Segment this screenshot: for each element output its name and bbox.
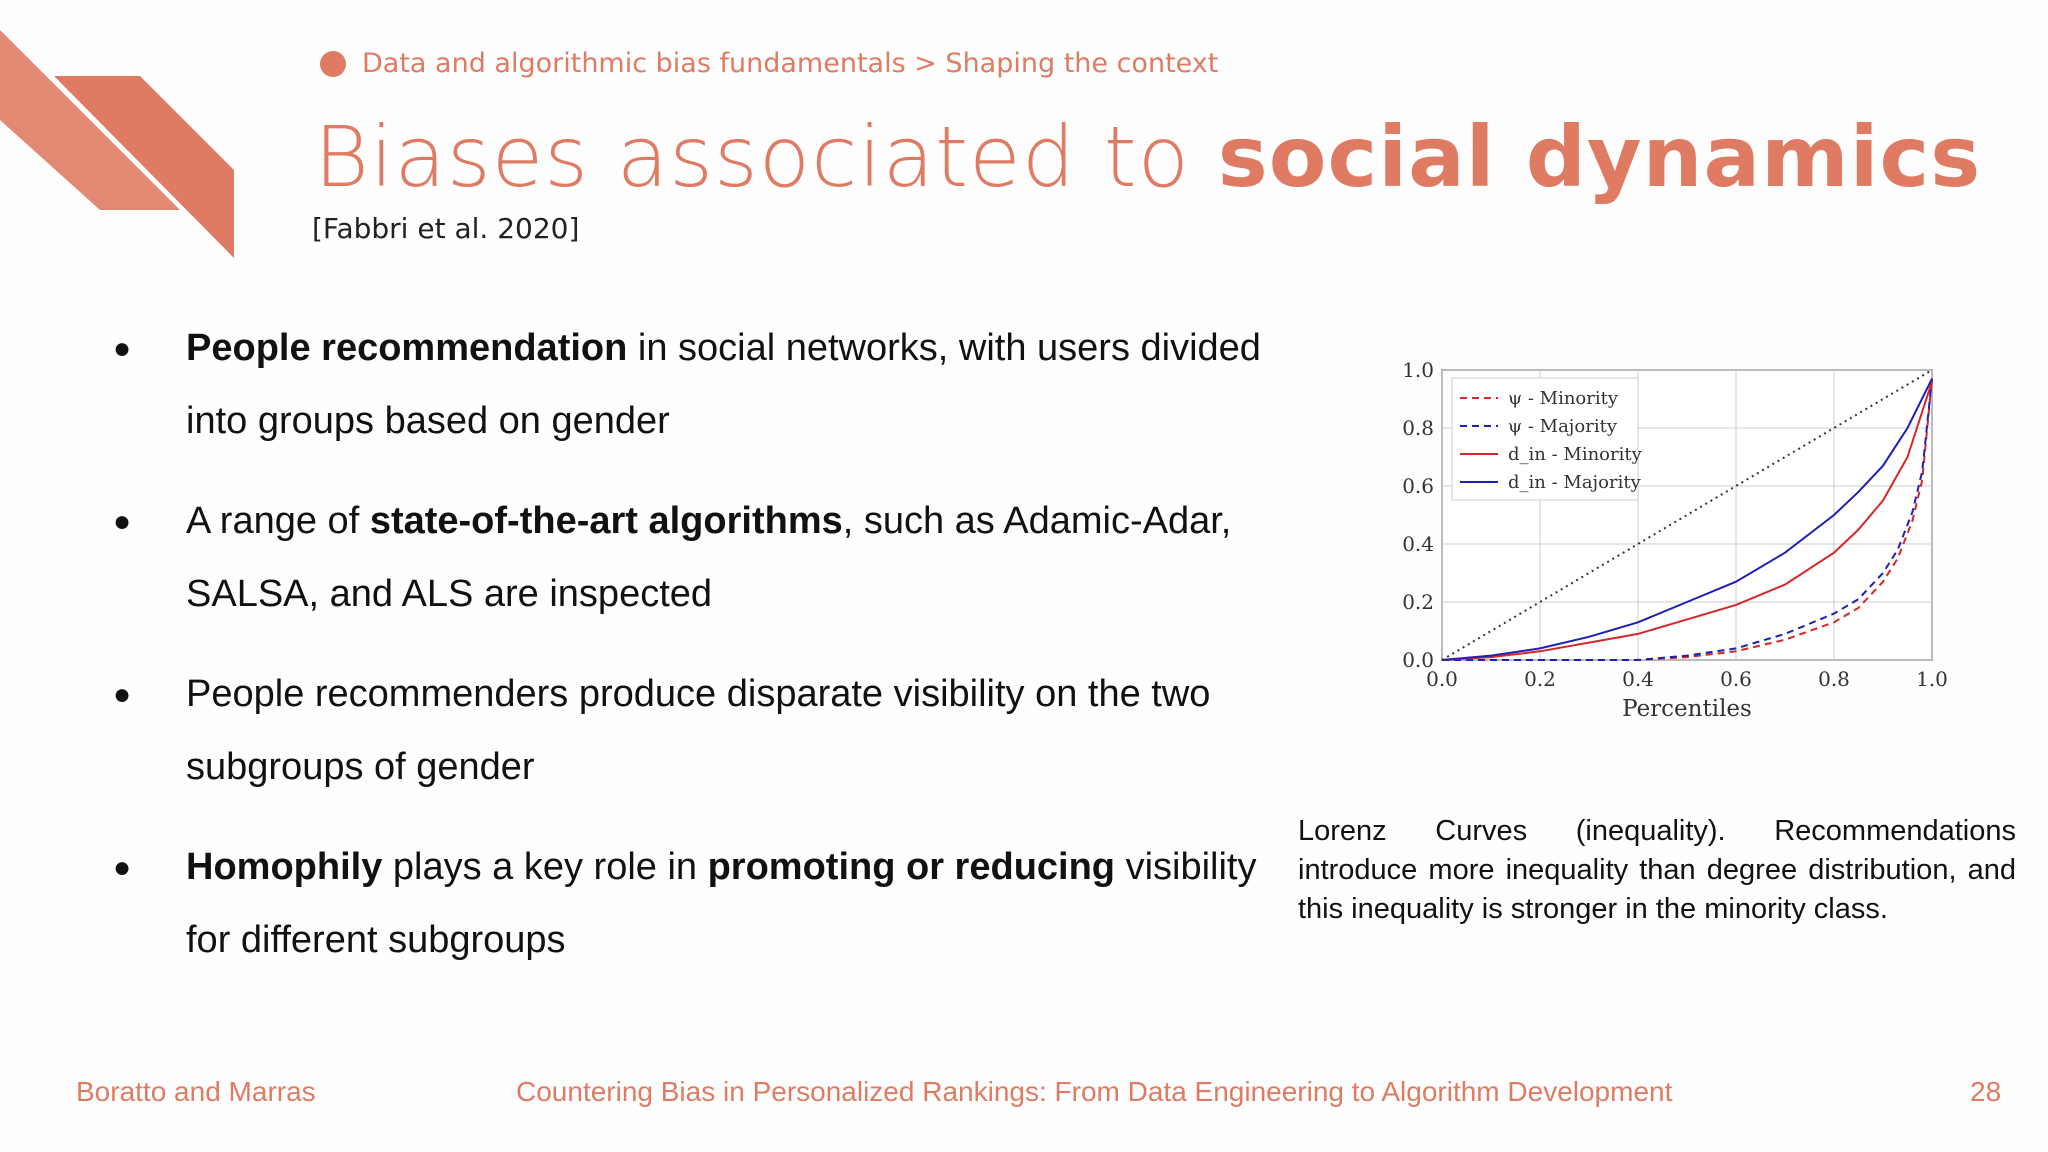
bullet-item bbox=[110, 312, 1270, 458]
decorative-chevron bbox=[0, 0, 240, 260]
x-tick-label: 0.6 bbox=[1720, 667, 1752, 691]
breadcrumb-dot-icon bbox=[320, 51, 346, 77]
x-axis-label: Percentiles bbox=[1622, 696, 1752, 722]
citation: [Fabbri et al. 2020] bbox=[312, 212, 580, 245]
bullet-item bbox=[110, 485, 1270, 631]
y-tick-label: 0.6 bbox=[1402, 474, 1434, 498]
footer-page-number: 28 bbox=[1970, 1076, 2002, 1107]
footer-authors: Boratto and Marras bbox=[76, 1076, 316, 1107]
bullet-text: People recommenders produce disparate visibility on the two subgroups of gender bbox=[186, 673, 1211, 788]
bullet-text: A range of bbox=[186, 500, 370, 542]
bullet-dot-icon: ● bbox=[113, 332, 132, 365]
bullet-item bbox=[110, 658, 1270, 804]
title-bold: social dynamics bbox=[1217, 108, 1982, 206]
bullet-bold-text: People recommendation bbox=[186, 327, 628, 369]
legend-label: ψ - Majority bbox=[1508, 416, 1617, 437]
figure-caption: Lorenz Curves (inequality). Recommendations introduce more inequality than degree distribution, and this inequality is stronger in the minority class. bbox=[1298, 815, 2016, 925]
bullet-list bbox=[110, 312, 1270, 1004]
page-title bbox=[314, 108, 1981, 206]
bullet-bold-text: Homophily bbox=[186, 846, 383, 888]
bullet-text: visibility for different subgroups bbox=[186, 846, 1257, 961]
bullet-text: in social networks, with users divided into groups based on gender bbox=[186, 327, 1261, 442]
footer-talk-title: Countering Bias in Personalized Rankings: From Data Engineering to Algorithm Development bbox=[516, 1076, 1673, 1107]
y-tick-label: 0.2 bbox=[1402, 590, 1434, 614]
lorenz-chart bbox=[1370, 360, 1970, 760]
breadcrumb-text: Data and algorithmic bias fundamentals > Shaping the context bbox=[362, 48, 1219, 79]
legend-label: d_in - Majority bbox=[1508, 472, 1641, 493]
x-tick-label: 1.0 bbox=[1916, 667, 1948, 691]
bullet-text: , such as Adamic-Adar, SALSA, and ALS are inspected bbox=[186, 500, 1232, 615]
y-tick-label: 0.4 bbox=[1402, 532, 1434, 556]
bullet-item bbox=[110, 831, 1270, 977]
title-light: Biases associated to bbox=[314, 108, 1218, 206]
x-tick-label: 0.2 bbox=[1524, 667, 1556, 691]
x-tick-label: 0.8 bbox=[1818, 667, 1850, 691]
legend-label: d_in - Minority bbox=[1508, 444, 1642, 465]
y-tick-label: 0.8 bbox=[1402, 416, 1434, 440]
x-tick-label: 0.4 bbox=[1622, 667, 1654, 691]
bullet-bold-text: promoting or reducing bbox=[707, 846, 1116, 888]
bullet-bold-text: state-of-the-art algorithms bbox=[369, 500, 843, 542]
x-tick-label: 0.0 bbox=[1426, 667, 1458, 691]
y-tick-label: 1.0 bbox=[1402, 360, 1434, 382]
bullet-dot-icon: ● bbox=[113, 678, 132, 711]
bullet-text: plays a key role in bbox=[382, 846, 708, 888]
bullet-dot-icon: ● bbox=[113, 505, 132, 538]
legend-label: ψ - Minority bbox=[1508, 388, 1619, 409]
y-tick-label: 0.0 bbox=[1402, 648, 1434, 672]
breadcrumb bbox=[320, 48, 1218, 79]
bullet-dot-icon: ● bbox=[113, 851, 132, 884]
